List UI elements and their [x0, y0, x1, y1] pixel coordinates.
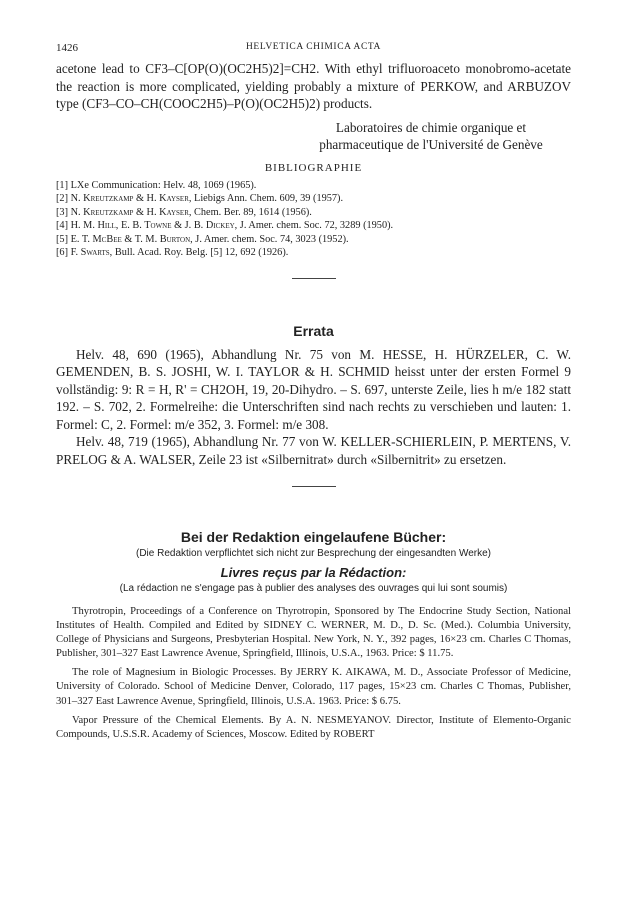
- section-divider: [292, 278, 336, 279]
- reference-item: [4] H. M. Hill, E. B. Towne & J. B. Dickey, J. Amer. chem. Soc. 72, 3289 (1950).: [56, 220, 394, 231]
- running-header: [56, 42, 571, 60]
- journal-title: HELVETICA CHIMICA ACTA: [245, 42, 382, 52]
- reference-list: [56, 179, 571, 260]
- affiliation-line-1: Laboratoires de chimie organique et: [335, 119, 527, 135]
- affiliation-line-2: pharmaceutique de l'Université de Genève: [319, 137, 543, 152]
- reference-item: [5] E. T. McBee & T. M. Burton, J. Amer. chem. Soc. 74, 3023 (1952).: [56, 233, 349, 245]
- book-entry: The role of Magnesium in Biologic Processes. By JERRY K. AIKAWA, M. D., Associate Professor of Medicine, University of Colorado. School of Medicine Denver, Colorado, 117 pages, 15×23 cm. Charles C Thomas, Publisher, 301–327 East Lawrence Avenue, Springfield, Illinois, U.S.A. 1963. Price: $ 6.75.: [56, 667, 571, 707]
- book-entry: Vapor Pressure of the Chemical Elements. By A. N. NESMEYANOV. Director, Institute of Elemento-Organic Compounds, U.S.S.R. Academy of Sciences, Moscow. Edited by ROBERT: [56, 714, 571, 740]
- bibliography-heading: BIBLIOGRAPHIE: [264, 161, 363, 174]
- errata-paragraph-2: Helv. 48, 719 (1965), Abhandlung Nr. 77 von W. KELLER-SCHIERLEIN, P. MERTENS, V. PRELOG & A. WALSER, Zeile 23 ist «Silbernitrat» durch «Silbernitrit» zu ersetzen.: [56, 434, 571, 467]
- intro-paragraph: acetone lead to CF3–C[OP(O)(OC2H5)2]=CH2. With ethyl trifluoroaceto monobromo-acetate the reaction is more complicated, yielding probably a mixture of PERKOW, and ARBUZOV type (CF3–CO–CH(COOC2H5)–P(O)(OC2H5)2) products.: [56, 61, 571, 111]
- affiliation: [291, 119, 571, 154]
- books-subtitle: (Die Redaktion verpflichtet sich nicht zur Besprechung der eingesandten Werke): [136, 548, 491, 559]
- reference-item: [6] F. Swarts, Bull. Acad. Roy. Belg. [5] 12, 692 (1926).: [56, 247, 289, 258]
- reference-item: [2] N. Kreutzkamp & H. Kayser, Liebigs Ann. Chem. 609, 39 (1957).: [56, 193, 344, 204]
- books-title: Bei der Redaktion eingelaufene Bücher:: [180, 529, 447, 545]
- document-page: [56, 42, 571, 747]
- reference-item: [1] LXe Communication: Helv. 48, 1069 (1965).: [56, 179, 257, 191]
- errata-title: Errata: [293, 322, 334, 339]
- book-entry: Thyrotropin, Proceedings of a Conference on Thyrotropin, Sponsored by The Endocrine Study Section, National Institutes of Health. Compiled and Edited by SIDNEY C. WERNER, M. D., D. Sc. (Med.). Columbia University, College of Physicians and Surgeons, Presbyterian Hospital. New York, N. Y., 392 pages, 16×23 cm. Charles C Thomas, Publisher, 301–327 East Lawrence Avenue, Springfield, Illinois, U.S.A., 1963. Price: $ 11.75.: [56, 606, 571, 660]
- errata-paragraph-1: Helv. 48, 690 (1965), Abhandlung Nr. 75 von M. HESSE, H. HÜRZELER, C. W. GEMENDEN, B. S. JOSHI, W. I. TAYLOR & H. SCHMID heisst unter der ersten Formel 9 vollständig: 9: R = H, R' = CH2OH, 19, 20-Dihydro. – S. 697, unterste Zeile, lies h m/e 182 statt 192. – S. 702, 2. Formelreihe: die Unterschriften sind nach rechts zu verschieben und lauten: 1. Formel: C, 2. Formel: m/e 352, 3. Formel: m/e 308.: [56, 346, 571, 432]
- section-divider: [292, 486, 336, 487]
- books-title-fr: Livres reçus par la Rédaction:: [220, 565, 407, 580]
- reference-item: [3] N. Kreutzkamp & H. Kayser, Chem. Ber. 89, 1614 (1956).: [56, 206, 312, 218]
- books-subtitle-fr: (La rédaction ne s'engage pas à publier des analyses des ouvrages qui lui sont soumis): [119, 583, 508, 594]
- page-number: 1426: [56, 42, 78, 54]
